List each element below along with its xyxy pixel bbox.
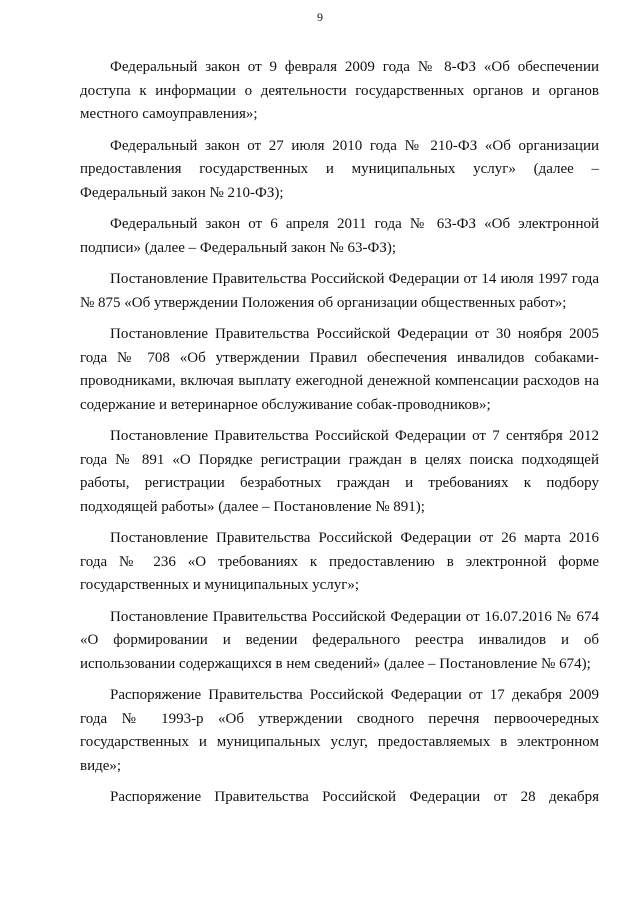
paragraph-order-1993-r: Распоряжение Правительства Российской Федерации от 17 декабря 2009 года № 1993-р «Об утверждении сводного перечня первоочередных государственных и муниципальных услуг, предоставляемых в электронном виде»; [80,687,599,774]
paragraph-resolution-236: Постановление Правительства Российской Федерации от 26 марта 2016 года № 236 «О требованиях к предоставлению в электронной форме государственных и муниципальных услуг»; [80,530,599,593]
paragraph-resolution-708: Постановление Правительства Российской Федерации от 30 ноября 2005 года № 708 «Об утверждении Правил обеспечения инвалидов собаками-проводниками, включая выплату ежегодной денежной компенсации расходов на содержание и ветеринарное обслуживание собак-проводников»; [80,326,599,413]
document-body [80,56,599,818]
paragraph-order-december-28: Распоряжение Правительства Российской Федерации от 28 декабря [110,789,599,805]
paragraph-law-210-fz: Федеральный закон от 27 июля 2010 года № 210-ФЗ «Об организации предоставления государственных и муниципальных услуг» (далее – Федеральный закон № 210-ФЗ); [80,137,599,201]
paragraph-law-63-fz: Федеральный закон от 6 апреля 2011 года № 63-ФЗ «Об электронной подписи» (далее – Федеральный закон № 63-ФЗ); [80,216,599,256]
paragraph-law-8-fz: Федеральный закон от 9 февраля 2009 года № 8-ФЗ «Об обеспечении доступа к информации о деятельности государственных органов и органов местного самоуправления»; [80,59,599,122]
paragraph-resolution-674: Постановление Правительства Российской Федерации от 16.07.2016 № 674 «О формировании и ведении федерального реестра инвалидов и об использовании содержащихся в нем сведений» (далее – Постановление № 674); [80,608,599,672]
paragraph-resolution-875: Постановление Правительства Российской Федерации от 14 июля 1997 года № 875 «Об утверждении Положения об организации общественных работ»; [80,271,599,311]
page-number: 9 [317,10,323,24]
paragraph-resolution-891: Постановление Правительства Российской Федерации от 7 сентября 2012 года № 891 «О Порядке регистрации граждан в целях поиска подходящей работы, регистрации безработных граждан и требованиях к подбору подходящей работы» (далее – Постановление № 891); [80,428,599,515]
